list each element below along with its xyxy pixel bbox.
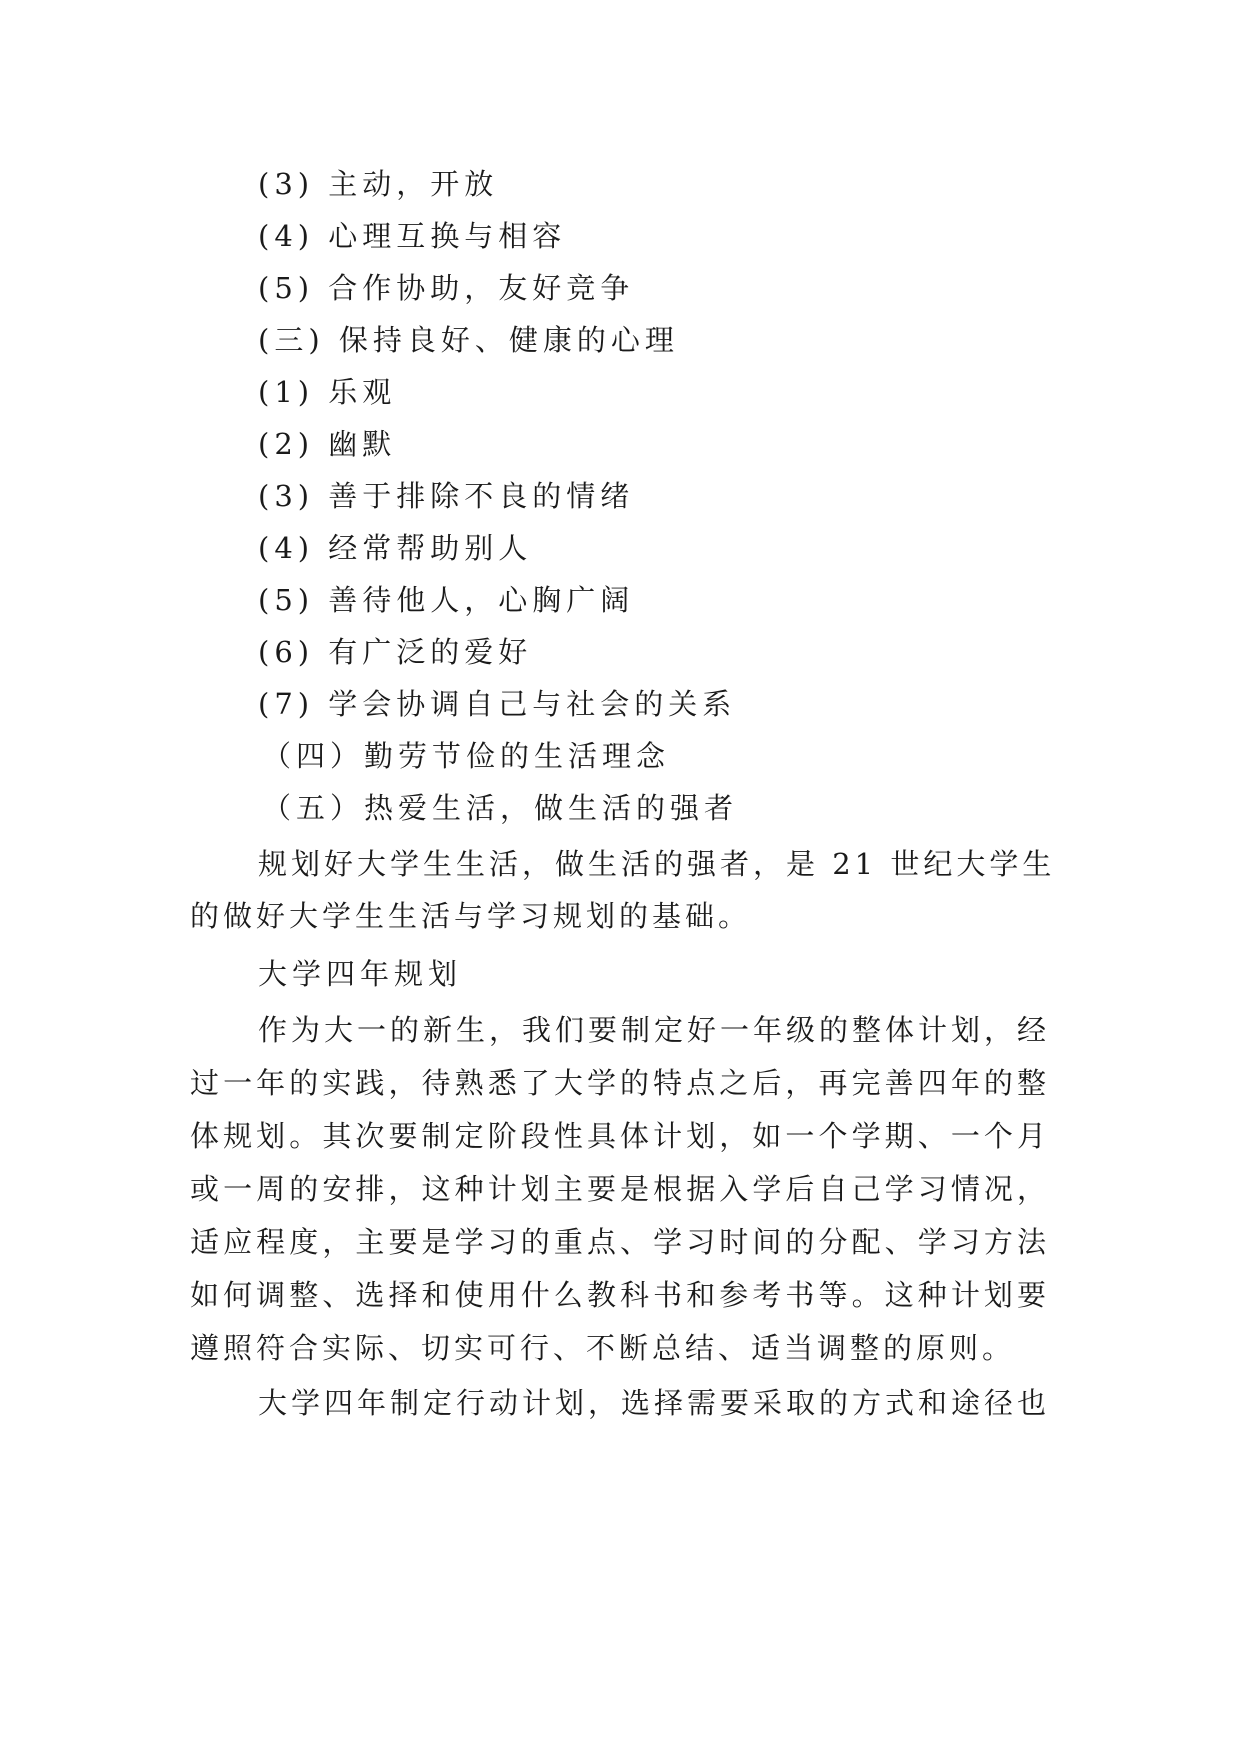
paragraph-line: 适应程度，主要是学习的重点、学习时间的分配、学习方法 xyxy=(190,1225,1050,1259)
paragraph-line: 如何调整、选择和使用什么教科书和参考书等。这种计划要 xyxy=(190,1278,1050,1312)
list-item: (3) 主动，开放 xyxy=(258,167,499,201)
paragraph-line: 大学四年制定行动计划，选择需要采取的方式和途径也 xyxy=(258,1386,1051,1420)
section-heading: （四）勤劳节俭的生活理念 xyxy=(262,739,671,773)
list-item: (2) 幽默 xyxy=(258,427,397,461)
list-item: (5) 合作协助，友好竞争 xyxy=(258,271,635,305)
list-item: (4) 心理互换与相容 xyxy=(258,219,567,253)
paragraph-line: 规划好大学生生活，做生活的强者，是 21 世纪大学生 xyxy=(258,847,1056,881)
paragraph-line: 过一年的实践，待熟悉了大学的特点之后，再完善四年的整 xyxy=(190,1066,1050,1100)
list-item: (3) 善于排除不良的情绪 xyxy=(258,479,635,513)
paragraph-line: 遵照符合实际、切实可行、不断总结、适当调整的原则。 xyxy=(190,1331,1016,1365)
section-title: 大学四年规划 xyxy=(258,957,463,991)
section-heading: （五）热爱生活，做生活的强者 xyxy=(262,791,739,825)
paragraph-line: 作为大一的新生，我们要制定好一年级的整体计划，经 xyxy=(258,1013,1051,1047)
section-heading: (三) 保持良好、健康的心理 xyxy=(258,323,679,357)
list-item: (4) 经常帮助别人 xyxy=(258,531,533,565)
paragraph-line: 的做好大学生生活与学习规划的基础。 xyxy=(190,899,752,933)
paragraph-line: 体规划。其次要制定阶段性具体计划，如一个学期、一个月 xyxy=(190,1119,1050,1153)
paragraph-line: 或一周的安排，这种计划主要是根据入学后自己学习情况， xyxy=(190,1172,1050,1206)
list-item: (1) 乐观 xyxy=(258,375,397,409)
list-item: (5) 善待他人，心胸广阔 xyxy=(258,583,635,617)
list-item: (7) 学会协调自己与社会的关系 xyxy=(258,687,737,721)
list-item: (6) 有广泛的爱好 xyxy=(258,635,533,669)
